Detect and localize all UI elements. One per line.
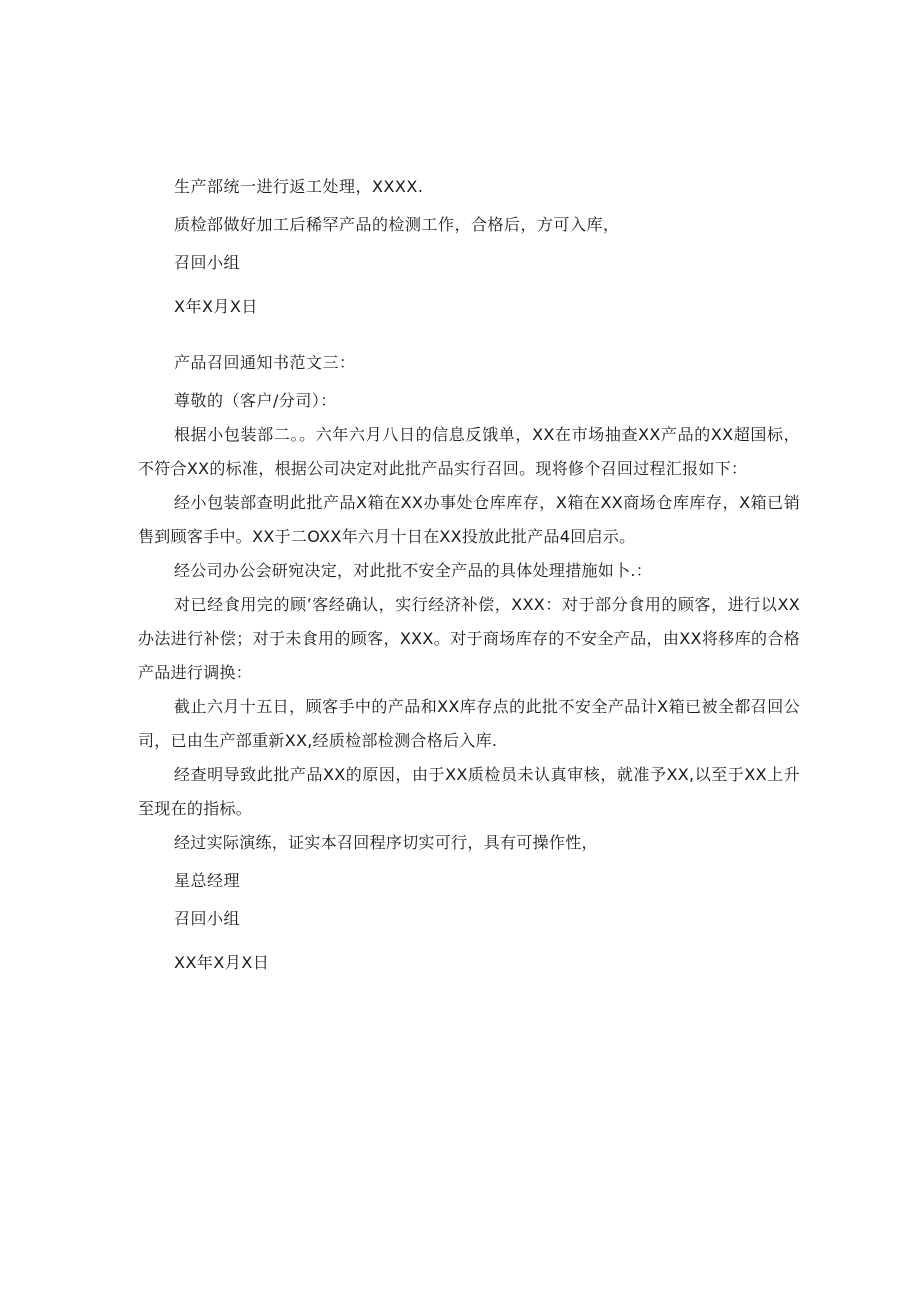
closing-manager: 星总经理 — [174, 871, 241, 890]
section1-line2: 质检部做好加工后稀罕产品的检测工作，合格后，方可入库， — [174, 215, 620, 234]
closing-date: XX年X月X日 — [174, 953, 270, 972]
section1-signer: 召回小组 — [174, 253, 241, 272]
section1-date: X年X月X日 — [174, 297, 258, 316]
paragraph: 根据小包装部二。。六年六月八日的信息反饿单，XX在市场抽查XX产品的XX超国标，不符合XX的标准，根据公司决定对此批产品实行召回。现将修个召回过程汇报如下： — [138, 425, 800, 478]
paragraph: 对已经食用完的顾’客经确认，实行经济补偿，XXX：对于部分食用的顾客，进行以XX办法进行补偿；对于未食用的顾客，XXX。对于商场库存的不安全产品，由XX将移库的合格产品进行调换： — [138, 595, 800, 682]
paragraph: 截止六月十五日，顾客手中的产品和XX库存点的此批不安全产品计X箱已被全都召回公司，已由生产部重新XX,经质检部检测合格后入库. — [138, 697, 800, 750]
paragraph: 经查明导致此批产品XX的原因，由于XX质检员未认真审核，就准予XX,以至于XX上升至现在的指标。 — [138, 765, 800, 818]
document-page — [138, 170, 800, 980]
section2-heading: 产品召回通知书范文三： — [174, 353, 356, 372]
paragraph: 经过实际演练，证实本召回程序切实可行，具有可操作性， — [174, 833, 598, 852]
closing-signer: 召回小组 — [174, 909, 241, 928]
section1-line1: 生产部统一进行返工处理，XXXX. — [174, 177, 424, 196]
salutation: 尊敬的（客户/分司）： — [174, 391, 337, 410]
paragraph: 经小包装部查明此批产品X箱在XX办事处仓库库存，X箱在XX商场仓库库存，X箱已销售到顾客手中。XX于二OXX年六月十日在XX投放此批产品4回启示。 — [138, 493, 800, 546]
paragraph: 经公司办公会研宛决定，对此批不安全产品的具体处理措施如卜.： — [174, 561, 653, 580]
